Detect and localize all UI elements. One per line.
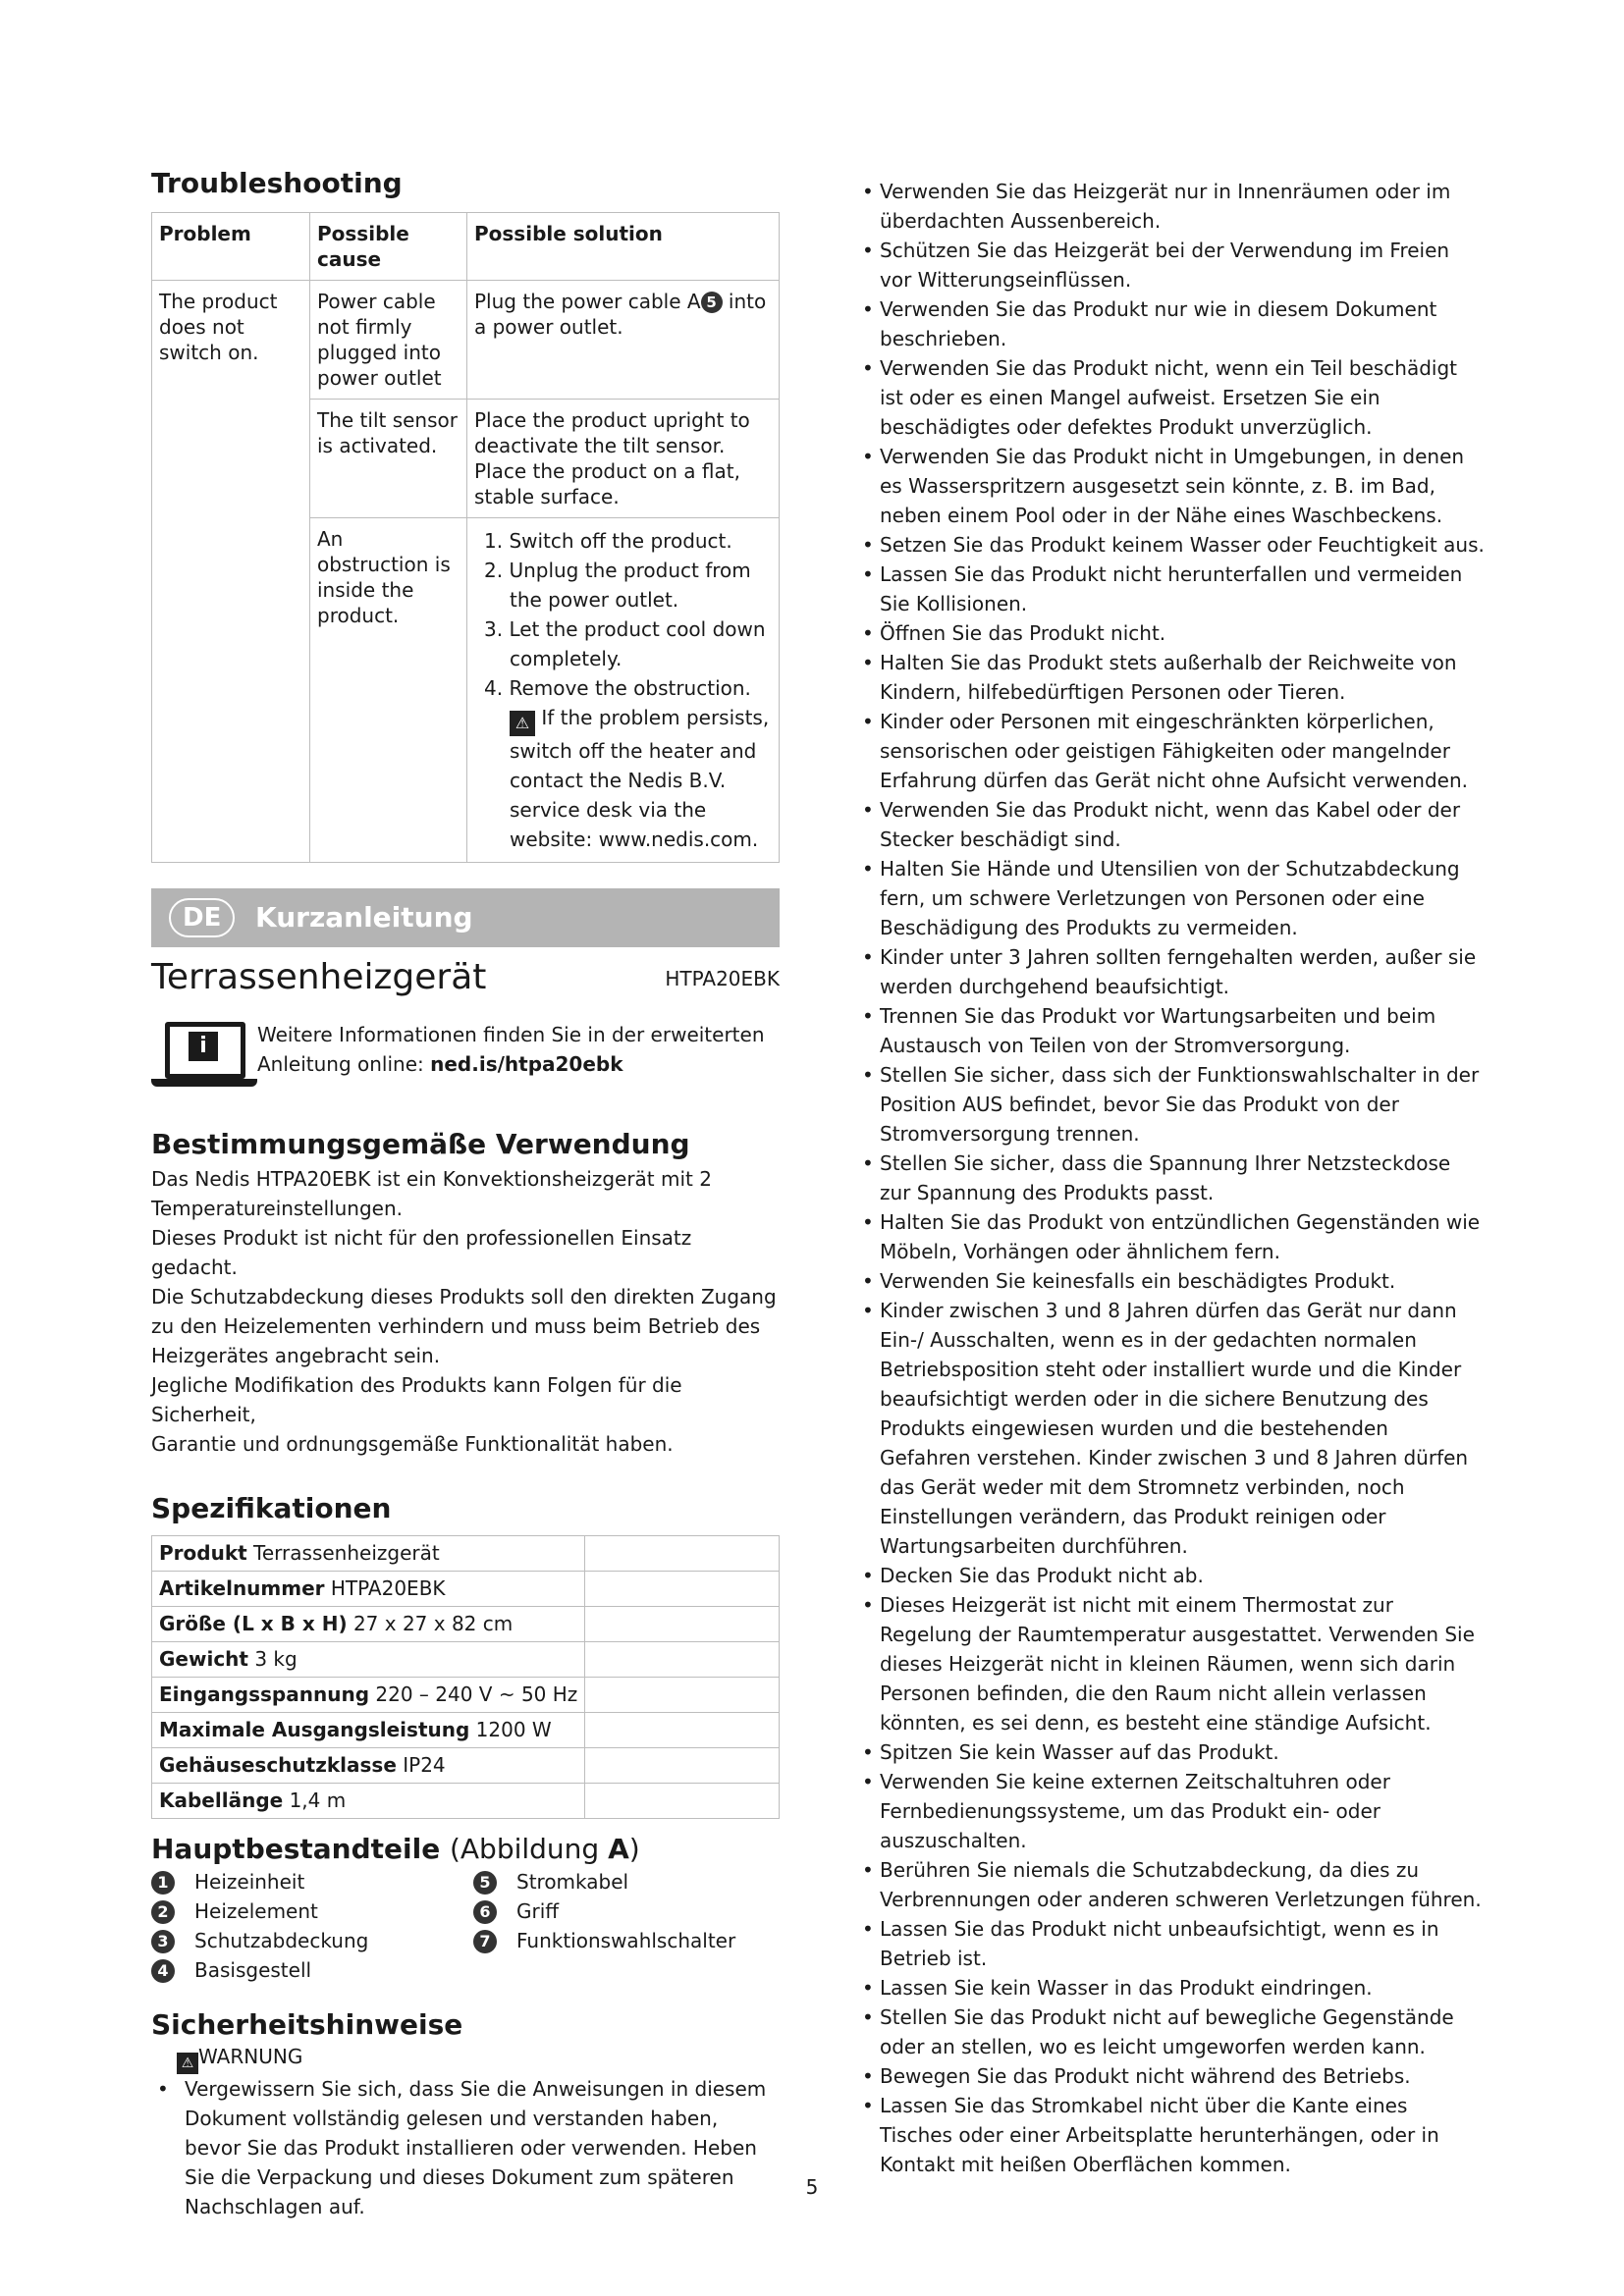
list-item: • Berühren Sie niemals die Schutzabdeckung, da dies zu Verbrennungen oder anderen schweren Verletzungen führen. [856,1855,1485,1914]
info-text [257,1020,765,1079]
list-item: • Trennen Sie das Produkt vor Wartungsarbeiten und beim Austausch von Teilen von der Stromversorgung. [856,1001,1485,1060]
troubleshooting-title: Troubleshooting [151,167,403,199]
parts-title: Hauptbestandteile (Abbildung A) [151,1832,640,1865]
list-item: • Lassen Sie das Stromkabel nicht über die Kante eines Tisches oder einer Arbeitsplatte herunterhängen, oder in Kontakt mit heißen Oberflächen kommen. [856,2091,1485,2179]
warning-label: WARNUNG [198,2044,303,2068]
product-header [151,953,780,1004]
list-item: • Verwenden Sie das Heizgerät nur in Innenräumen oder im überdachten Aussenbereich. [856,177,1485,236]
right-column [856,177,1485,2179]
usage-section [151,1128,780,1460]
cause-cell: Power cable not firmly plugged into power outlet [310,280,467,399]
info-laptop-icon: i [151,1018,257,1089]
list-item: • Halten Sie das Produkt von entzündlichen Gegenständen wie Möbeln, Vorhängen oder ähnlichem fern. [856,1207,1485,1266]
list-item: • Decken Sie das Produkt nicht ab. [856,1561,1485,1590]
table-row: Gehäuseschutzklasse IP24 [152,1747,780,1783]
page-number: 5 [805,2175,819,2199]
list-item: • Dieses Heizgerät ist nicht mit einem Thermostat zur Regelung der Raumtemperatur ausgestattet. Verwenden Sie dieses Heizgerät nicht in kleinen Räumen, wenn sich darin Personen befinden, die den Raum nicht allein verlassen könnten, es sei denn, es besteht eine ständige Aufsicht. [856,1590,1485,1737]
table-row [152,280,780,399]
list-item: • Kinder oder Personen mit eingeschränkten körperlichen, sensorischen oder geistigen Fähigkeiten oder mangelnder Erfahrung dürfen das Gerät nicht ohne Aufsicht verwenden. [856,707,1485,795]
list-item: 5 Stromkabel [473,1867,628,1896]
list-item: • Verwenden Sie keinesfalls ein beschädigtes Produkt. [856,1266,1485,1296]
warning-icon: ⚠ [510,711,535,736]
specs-section [151,1492,780,1819]
list-item: 4. Remove the obstruction. [484,675,751,700]
safety-list-right [856,177,1485,2179]
list-item: • Stellen Sie sicher, dass die Spannung Ihrer Netzsteckdose zur Spannung des Produkts passt. [856,1148,1485,1207]
safety-list-left [151,2074,780,2221]
list-item: • Verwenden Sie das Produkt nicht in Umgebungen, in denen es Wasserspritzern ausgesetzt sein könnte, z. B. im Bad, neben einem Pool oder in der Nähe eines Waschbeckens. [856,442,1485,530]
list-item: • Bewegen Sie das Produkt nicht während des Betriebs. [856,2061,1485,2091]
language-badge: DE [169,898,235,937]
table-row: Produkt Terrassenheizgerät [152,1535,780,1571]
cause-cell: The tilt sensor is activated. [310,399,467,517]
list-item: • Stellen Sie das Produkt nicht auf bewegliche Gegenstände oder an stellen, wo es leicht umgeworfen werden kann. [856,2002,1485,2061]
list-item: 4 Basisgestell [151,1955,311,1985]
list-item: • Setzen Sie das Produkt keinem Wasser oder Feuchtigkeit aus. [856,530,1485,560]
list-item: • Halten Sie Hände und Utensilien von der Schutzabdeckung fern, um schwere Verletzungen von Personen oder eine Beschädigung des Produkts zu vermeiden. [856,854,1485,942]
solution-note-wrap [474,703,772,854]
banner-title: Kurzanleitung [255,900,473,934]
header-cause: Possible cause [310,212,467,280]
usage-text: Das Nedis HTPA20EBK ist ein Konvektionsheizgerät mit 2 Temperatureinstellungen. Dieses Produkt ist nicht für den professionellen Einsatz gedacht. Die Schutzabdeckung dieses Produkts soll den direkten Zugang zu den Heizelementen verhindern und muss beim Betrieb des Heizgerätes angebracht sein. Jegliche Modifikation des Produkts kann Folgen für die Sicherheit, Garantie und ordnungsgemäße Funktionalität haben. [151,1167,777,1457]
list-item: • Verwenden Sie das Produkt nur wie in diesem Dokument beschrieben. [856,294,1485,353]
solution-cell [467,517,780,862]
table-row: Kabellänge 1,4 m [152,1783,780,1818]
list-item: • Kinder zwischen 3 und 8 Jahren dürfen das Gerät nur dann Ein-/ Ausschalten, wenn es in der gedachten normalen Betriebsposition steht oder installiert wurde und die Kinder beaufsichtigt werden oder in die sichere Benutzung des Produkts eingewiesen wurden und die bestehenden Gefahren verstehen. Kinder zwischen 3 und 8 Jahren dürfen das Gerät weder mit dem Stromnetz verbinden, noch Einstellungen verändern, das Produkt reinigen oder Wartungsarbeiten durchführen. [856,1296,1485,1561]
solution-text: Plug the power cable A [474,289,701,313]
table-row: Gewicht 3 kg [152,1641,780,1677]
specs-title: Spezifikationen [151,1492,392,1525]
left-column [151,167,780,2221]
list-item: • Verwenden Sie das Produkt nicht, wenn ein Teil beschädigt ist oder es einen Mangel aufweist. Ersetzen Sie ein beschädigtes oder defektes Produkt unverzüglich. [856,353,1485,442]
usage-title: Bestimmungsgemäße Verwendung [151,1127,690,1160]
info-line [257,1049,765,1079]
troubleshooting-table [151,212,780,863]
solution-cell: Place the product upright to deactivate the tilt sensor. Place the product on a flat, stable surface. [467,399,780,517]
table-row: Eingangsspannung 220 – 240 V ~ 50 Hz [152,1677,780,1712]
warning-line [151,2042,780,2074]
problem-cell: The product does not switch on. [152,280,310,862]
part-ref-badge: 5 [701,292,723,313]
list-item: 2. Unplug the product from the power outlet. [484,558,751,612]
product-code: HTPA20EBK [665,966,780,990]
parts-list [151,1867,780,1989]
parts-section [151,1833,780,1990]
list-item: • Verwenden Sie das Produkt nicht, wenn das Kabel oder der Stecker beschädigt sind. [856,795,1485,854]
list-item: 6 Griff [473,1896,559,1926]
list-item: • Öffnen Sie das Produkt nicht. [856,618,1485,648]
product-name: Terrassenheizgerät [151,956,487,997]
table-header-row [152,212,780,280]
list-item: • Lassen Sie kein Wasser in das Produkt eindringen. [856,1973,1485,2002]
language-banner [151,888,780,947]
list-item: • Schützen Sie das Heizgerät bei der Verwendung im Freien vor Witterungseinflüssen. [856,236,1485,294]
table-row: Größe (L x B x H) 27 x 27 x 82 cm [152,1606,780,1641]
cause-cell: An obstruction is inside the product. [310,517,467,862]
info-line: Weitere Informationen finden Sie in der erweiterten [257,1022,765,1046]
table-row: Artikelnummer HTPA20EBK [152,1571,780,1606]
list-item: • Lassen Sie das Produkt nicht herunterfallen und vermeiden Sie Kollisionen. [856,560,1485,618]
warning-icon: ⚠ [177,2053,198,2074]
info-link-label: Anleitung online: [257,1051,431,1076]
solution-text-end: into a power outlet. [474,289,767,339]
list-item: 2 Heizelement [151,1896,318,1926]
list-item: • Spitzen Sie kein Wasser auf das Produkt. [856,1737,1485,1767]
list-item: 1. Switch off the product. [484,528,732,553]
list-item: 7 Funktionswahlschalter [473,1926,735,1955]
list-item: • Stellen Sie sicher, dass sich der Funktionswahlschalter in der Position AUS befindet, bevor Sie das Produkt von der Stromversorgung trennen. [856,1060,1485,1148]
header-problem: Problem [152,212,310,280]
solution-cell [467,280,780,399]
list-item: • Verwenden Sie keine externen Zeitschaltuhren oder Fernbedienungssysteme, um das Produkt ein- oder auszuschalten. [856,1767,1485,1855]
list-item: • Lassen Sie das Produkt nicht unbeaufsichtigt, wenn es in Betrieb ist. [856,1914,1485,1973]
info-block [151,1018,780,1093]
list-item: 1 Heizeinheit [151,1867,304,1896]
solution-steps [474,526,772,703]
solution-note: If the problem persists, switch off the heater and contact the Nedis B.V. service desk via the website: www.nedis.com. [510,705,770,851]
list-item: • Kinder unter 3 Jahren sollten ferngehalten werden, außer sie werden durchgehend beaufsichtigt. [856,942,1485,1001]
table-row: Maximale Ausgangsleistung 1200 W [152,1712,780,1747]
safety-title: Sicherheitshinweise [151,2008,463,2042]
list-item: • Halten Sie das Produkt stets außerhalb der Reichweite von Kindern, hilfebedürftigen Personen oder Tieren. [856,648,1485,707]
header-solution: Possible solution [467,212,780,280]
specs-table [151,1535,780,1819]
list-item: 3. Let the product cool down completely. [484,616,766,670]
list-item: 3 Schutzabdeckung [151,1926,368,1955]
info-link[interactable]: ned.is/htpa20ebk [430,1051,623,1076]
list-item: • Vergewissern Sie sich, dass Sie die Anweisungen in diesem Dokument vollständig gelesen und verstanden haben, bevor Sie das Produkt installieren oder verwenden. Heben Sie die Verpackung und dieses Dokument zum späteren Nachschlagen auf. [151,2074,780,2221]
